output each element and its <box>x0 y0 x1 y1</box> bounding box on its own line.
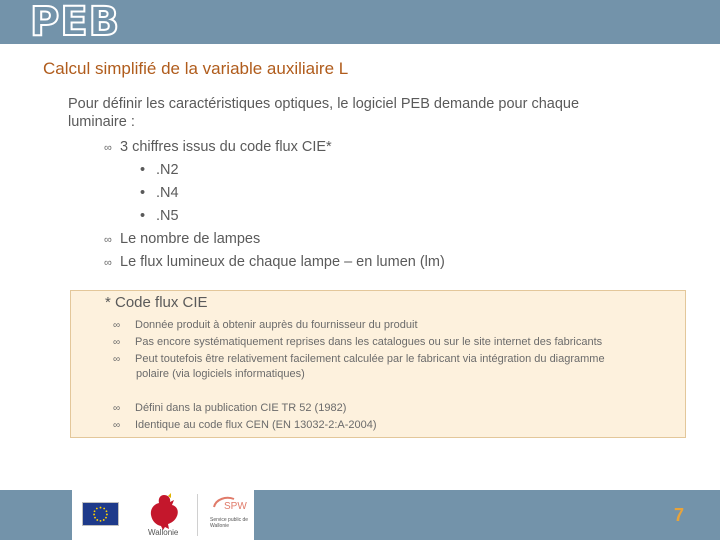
dot-bullet-icon: • <box>140 208 146 224</box>
sub-list-item <box>140 161 179 179</box>
sub-list-item <box>140 184 179 202</box>
note-line <box>113 335 602 350</box>
list-item-text: Le flux lumineux de chaque lampe – en lumen (lm) <box>120 254 445 270</box>
sub-item-text: .N2 <box>156 162 179 178</box>
note-line <box>113 418 377 433</box>
peb-logo: PEB <box>30 0 121 45</box>
wallonie-label: Wallonie <box>148 528 179 537</box>
wingding-bullet-icon: ∞ <box>113 403 121 414</box>
spw-logo-icon <box>204 493 252 537</box>
spw-label: SPW <box>224 501 247 512</box>
note-line <box>113 318 418 333</box>
list-item <box>104 253 445 272</box>
note-line-text: Donnée produit à obtenir auprès du fournisseur du produit <box>135 319 418 331</box>
list-item-text: 3 chiffres issus du code flux CIE* <box>120 139 332 155</box>
sub-list-item <box>140 207 179 225</box>
eu-flag-icon <box>82 502 119 526</box>
wingding-bullet-icon: ∞ <box>113 420 121 431</box>
list-item <box>104 138 332 157</box>
note-line <box>113 401 346 416</box>
list-item <box>104 230 260 249</box>
wingding-bullet-icon: ∞ <box>104 257 112 269</box>
list-item-text: Le nombre de lampes <box>120 231 261 247</box>
wingding-bullet-icon: ∞ <box>104 142 112 154</box>
footer-divider <box>197 494 198 536</box>
wingding-bullet-icon: ∞ <box>113 337 121 348</box>
note-line-continuation: polaire (via logiciels informatiques) <box>136 368 305 380</box>
spw-sub-label: Service public de Wallonie <box>210 517 249 529</box>
slide-title: Calcul simplifié de la variable auxiliaire L <box>43 59 349 78</box>
dot-bullet-icon: • <box>140 162 146 178</box>
dot-bullet-icon: • <box>140 185 146 201</box>
note-line-text: Identique au code flux CEN (EN 13032-2:A-2004) <box>135 419 377 431</box>
wingding-bullet-icon: ∞ <box>113 354 121 365</box>
note-line-text: Défini dans la publication CIE TR 52 (1982) <box>135 402 347 414</box>
note-line-text: Peut toutefois être relativement facilement calculée par le fabricant via intégration du diagramme <box>135 353 605 365</box>
note-line <box>113 352 605 367</box>
note-box <box>70 290 686 438</box>
note-title: * Code flux CIE <box>105 294 208 311</box>
intro-text: Pour définir les caractéristiques optiques, le logiciel PEB demande pour chaque luminaire : <box>68 96 580 130</box>
sub-item-text: .N5 <box>156 208 179 224</box>
note-line-text: Pas encore systématiquement reprises dans les catalogues ou sur le site internet des fabricants <box>135 336 603 348</box>
wingding-bullet-icon: ∞ <box>113 320 121 331</box>
wingding-bullet-icon: ∞ <box>104 234 112 246</box>
page-number: 7 <box>674 505 685 525</box>
sub-item-text: .N4 <box>156 185 179 201</box>
